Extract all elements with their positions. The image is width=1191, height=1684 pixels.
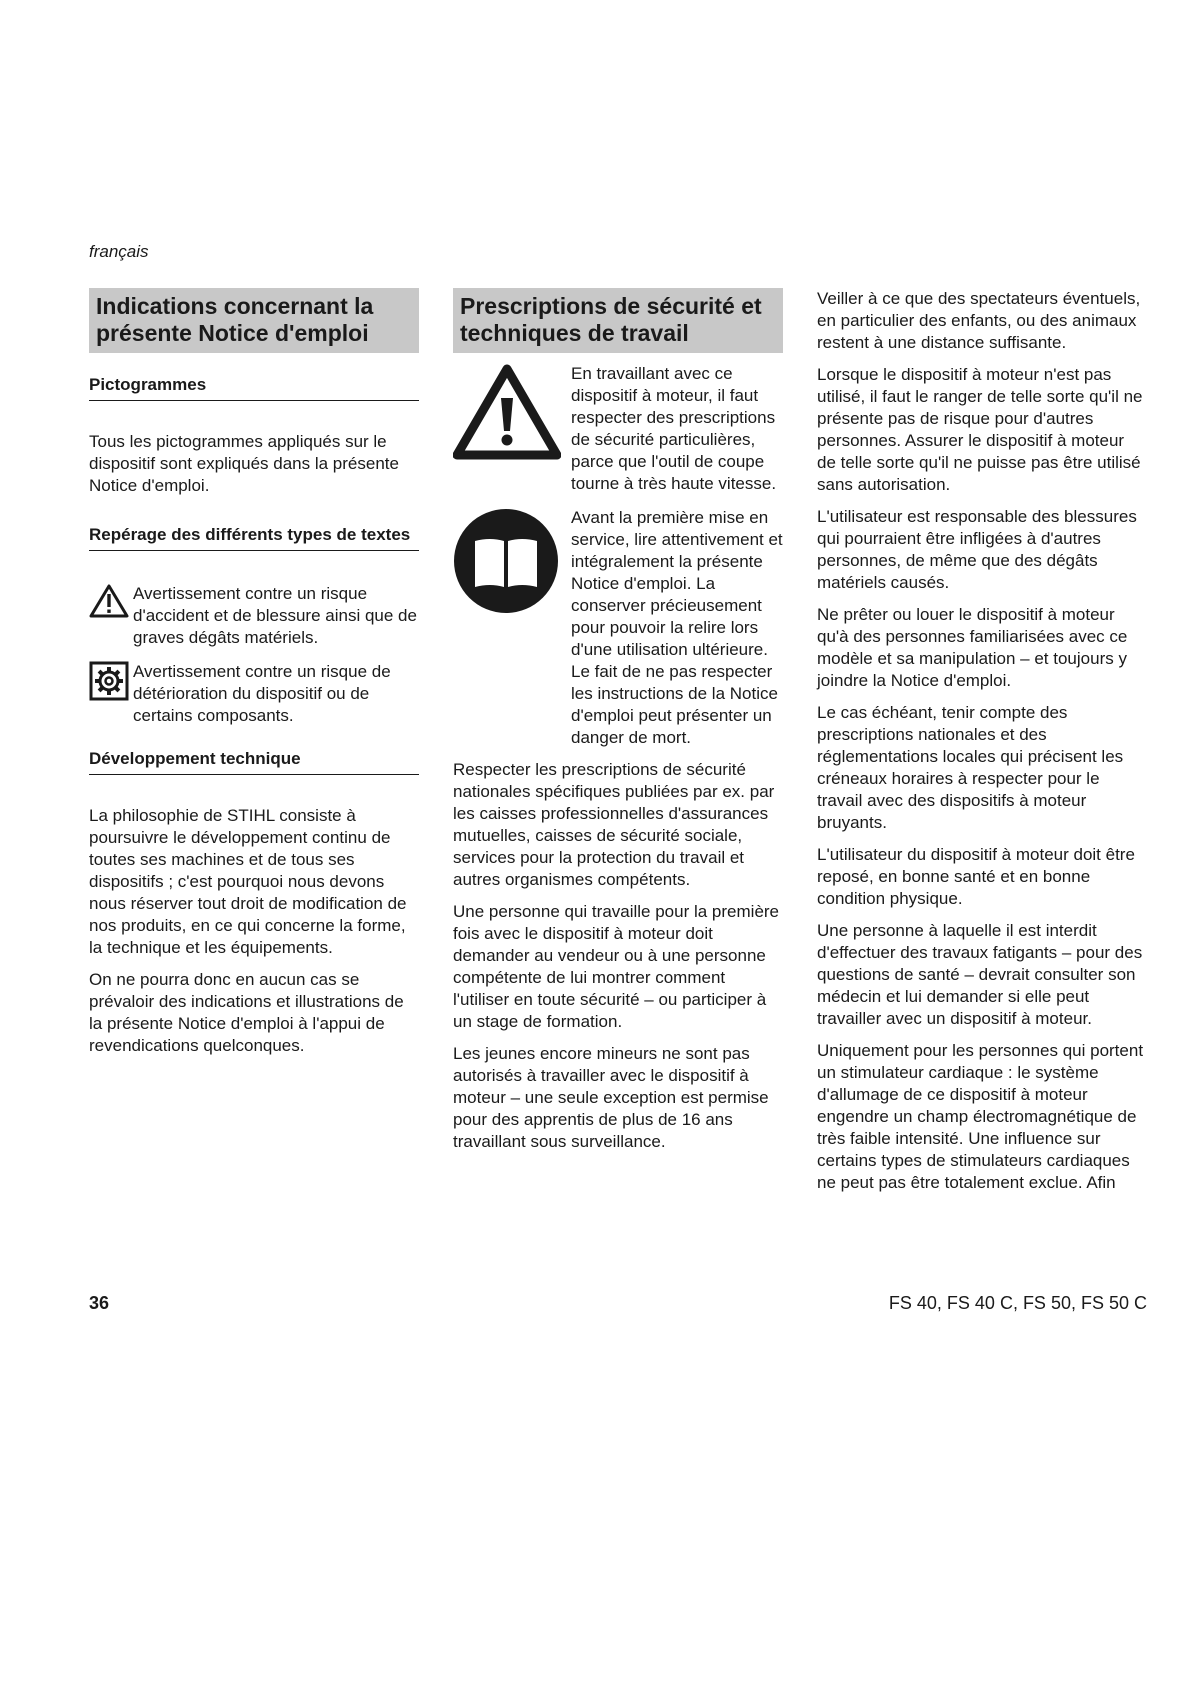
col3-paragraph-7: Une personne à laquelle il est interdit d'effectuer des travaux fatigants – pour des questions de santé – devrait consulter son médecin et lui demander si elle peut travailler avec un dispositif à moteur.: [817, 921, 1143, 1028]
danger-block: [453, 363, 783, 495]
column-1: [89, 288, 419, 1067]
page-number: 36: [89, 1293, 110, 1313]
col3-paragraph-1: Veiller à ce que des spectateurs éventuels, en particulier des enfants, ou des animaux restent à une distance suffisante.: [817, 289, 1141, 352]
warning-triangle-icon: [89, 583, 129, 619]
col3-paragraph-2: Lorsque le dispositif à moteur n'est pas utilisé, il faut le ranger de telle sorte qu'il ne présente pas de risque pour d'autres personnes. Assurer le dispositif à moteur de telle sorte qu'il ne puisse pas être utilisé sans autorisation.: [817, 365, 1143, 494]
col3-paragraph-4: Ne prêter ou louer le dispositif à moteur qu'à des personnes familiarisées avec ce modèle et sa manipulation – et toujours y joindre la Notice d'emploi.: [817, 605, 1128, 690]
manual-block: [453, 507, 783, 749]
model-list: FS 40, FS 40 C, FS 50, FS 50 C: [888, 1293, 1147, 1313]
warning-legend: [89, 583, 419, 649]
safety-paragraph-2: Une personne qui travaille pour la première fois avec le dispositif à moteur doit demander au vendeur ou à une personne compétente de lui montrer comment l'utiliser en toute sécurité – ou participer à un stage de formation.: [453, 902, 780, 1031]
manual-text: Avant la première mise en service, lire attentivement et intégralement la présente Notice d'emploi. La conserver précieusement pour pouvoir la relire lors d'une utilisation ultérieure. Le fait de ne pas respecter les instructions de la Notice d'emploi peut présenter un danger de mort.: [571, 508, 783, 747]
subheading-text-types: Repérage des différents types de textes: [89, 523, 419, 551]
subheading-pictogrammes: Pictogrammes: [89, 373, 419, 401]
section-title-notice: Indications concernant la présente Notice d'emploi: [89, 288, 419, 353]
subheading-development: Développement technique: [89, 747, 419, 775]
damage-legend: [89, 661, 419, 727]
col3-paragraph-6: L'utilisateur du dispositif à moteur doit être reposé, en bonne santé et en bonne condition physique.: [817, 845, 1135, 908]
danger-text: En travaillant avec ce dispositif à moteur, il faut respecter des prescriptions de sécurité particulières, parce que l'outil de coupe tourne à très haute vitesse.: [571, 364, 777, 493]
warning-legend-text: Avertissement contre un risque d'accident et de blessure ainsi que de graves dégâts matériels.: [133, 584, 417, 647]
pictogrammes-text: Tous les pictogrammes appliqués sur le dispositif sont expliqués dans la présente Notice d'emploi.: [89, 432, 399, 495]
danger-triangle-icon: [453, 363, 561, 461]
development-paragraph-2: On ne pourra donc en aucun cas se prévaloir des indications et illustrations de la présente Notice d'emploi à l'appui de revendications quelconques.: [89, 970, 404, 1055]
development-paragraph-1: La philosophie de STIHL consiste à poursuivre le développement continu de toutes ses machines et de tous ses dispositifs ; c'est pourquoi nous devons nous réserver tout droit de modification de nos produits, en ce qui concerne la forme, la technique et les équipements.: [89, 806, 407, 957]
gear-warning-icon: [89, 661, 129, 701]
safety-paragraph-1: Respecter les prescriptions de sécurité nationales spécifiques publiées par ex. par les caisses professionnelles d'assurances mutuelles, caisses de sécurité sociale, services pour la protection du travail et autres organismes compétents.: [453, 760, 775, 889]
col3-paragraph-8: Uniquement pour les personnes qui portent un stimulateur cardiaque : le système d'allumage de ce dispositif à moteur engendre un champ électromagnétique de très faible intensité. Une influence sur certains types de stimulateurs cardiaques ne peut pas être totalement exclue. Afin: [817, 1041, 1144, 1192]
column-3: [817, 288, 1147, 1204]
column-2: [453, 288, 783, 1163]
safety-paragraph-3: Les jeunes encore mineurs ne sont pas autorisés à travailler avec le dispositif à moteur – une seule exception est permise pour des apprentis de plus de 16 ans travaillant sous surveillance.: [453, 1044, 769, 1151]
language-label: français: [89, 242, 149, 261]
read-manual-icon: [453, 507, 561, 615]
damage-legend-text: Avertissement contre un risque de détérioration du dispositif ou de certains composants.: [133, 662, 391, 725]
col3-paragraph-3: L'utilisateur est responsable des blessures qui pourraient être infligées à d'autres personnes, de même que des dégâts matériels causés.: [817, 507, 1137, 592]
col3-paragraph-5: Le cas échéant, tenir compte des prescriptions nationales et des réglementations locales qui précisent les créneaux horaires à respecter pour le travail avec des dispositifs à moteur bruyants.: [817, 703, 1124, 832]
section-title-safety: Prescriptions de sécurité et techniques de travail: [453, 288, 783, 353]
